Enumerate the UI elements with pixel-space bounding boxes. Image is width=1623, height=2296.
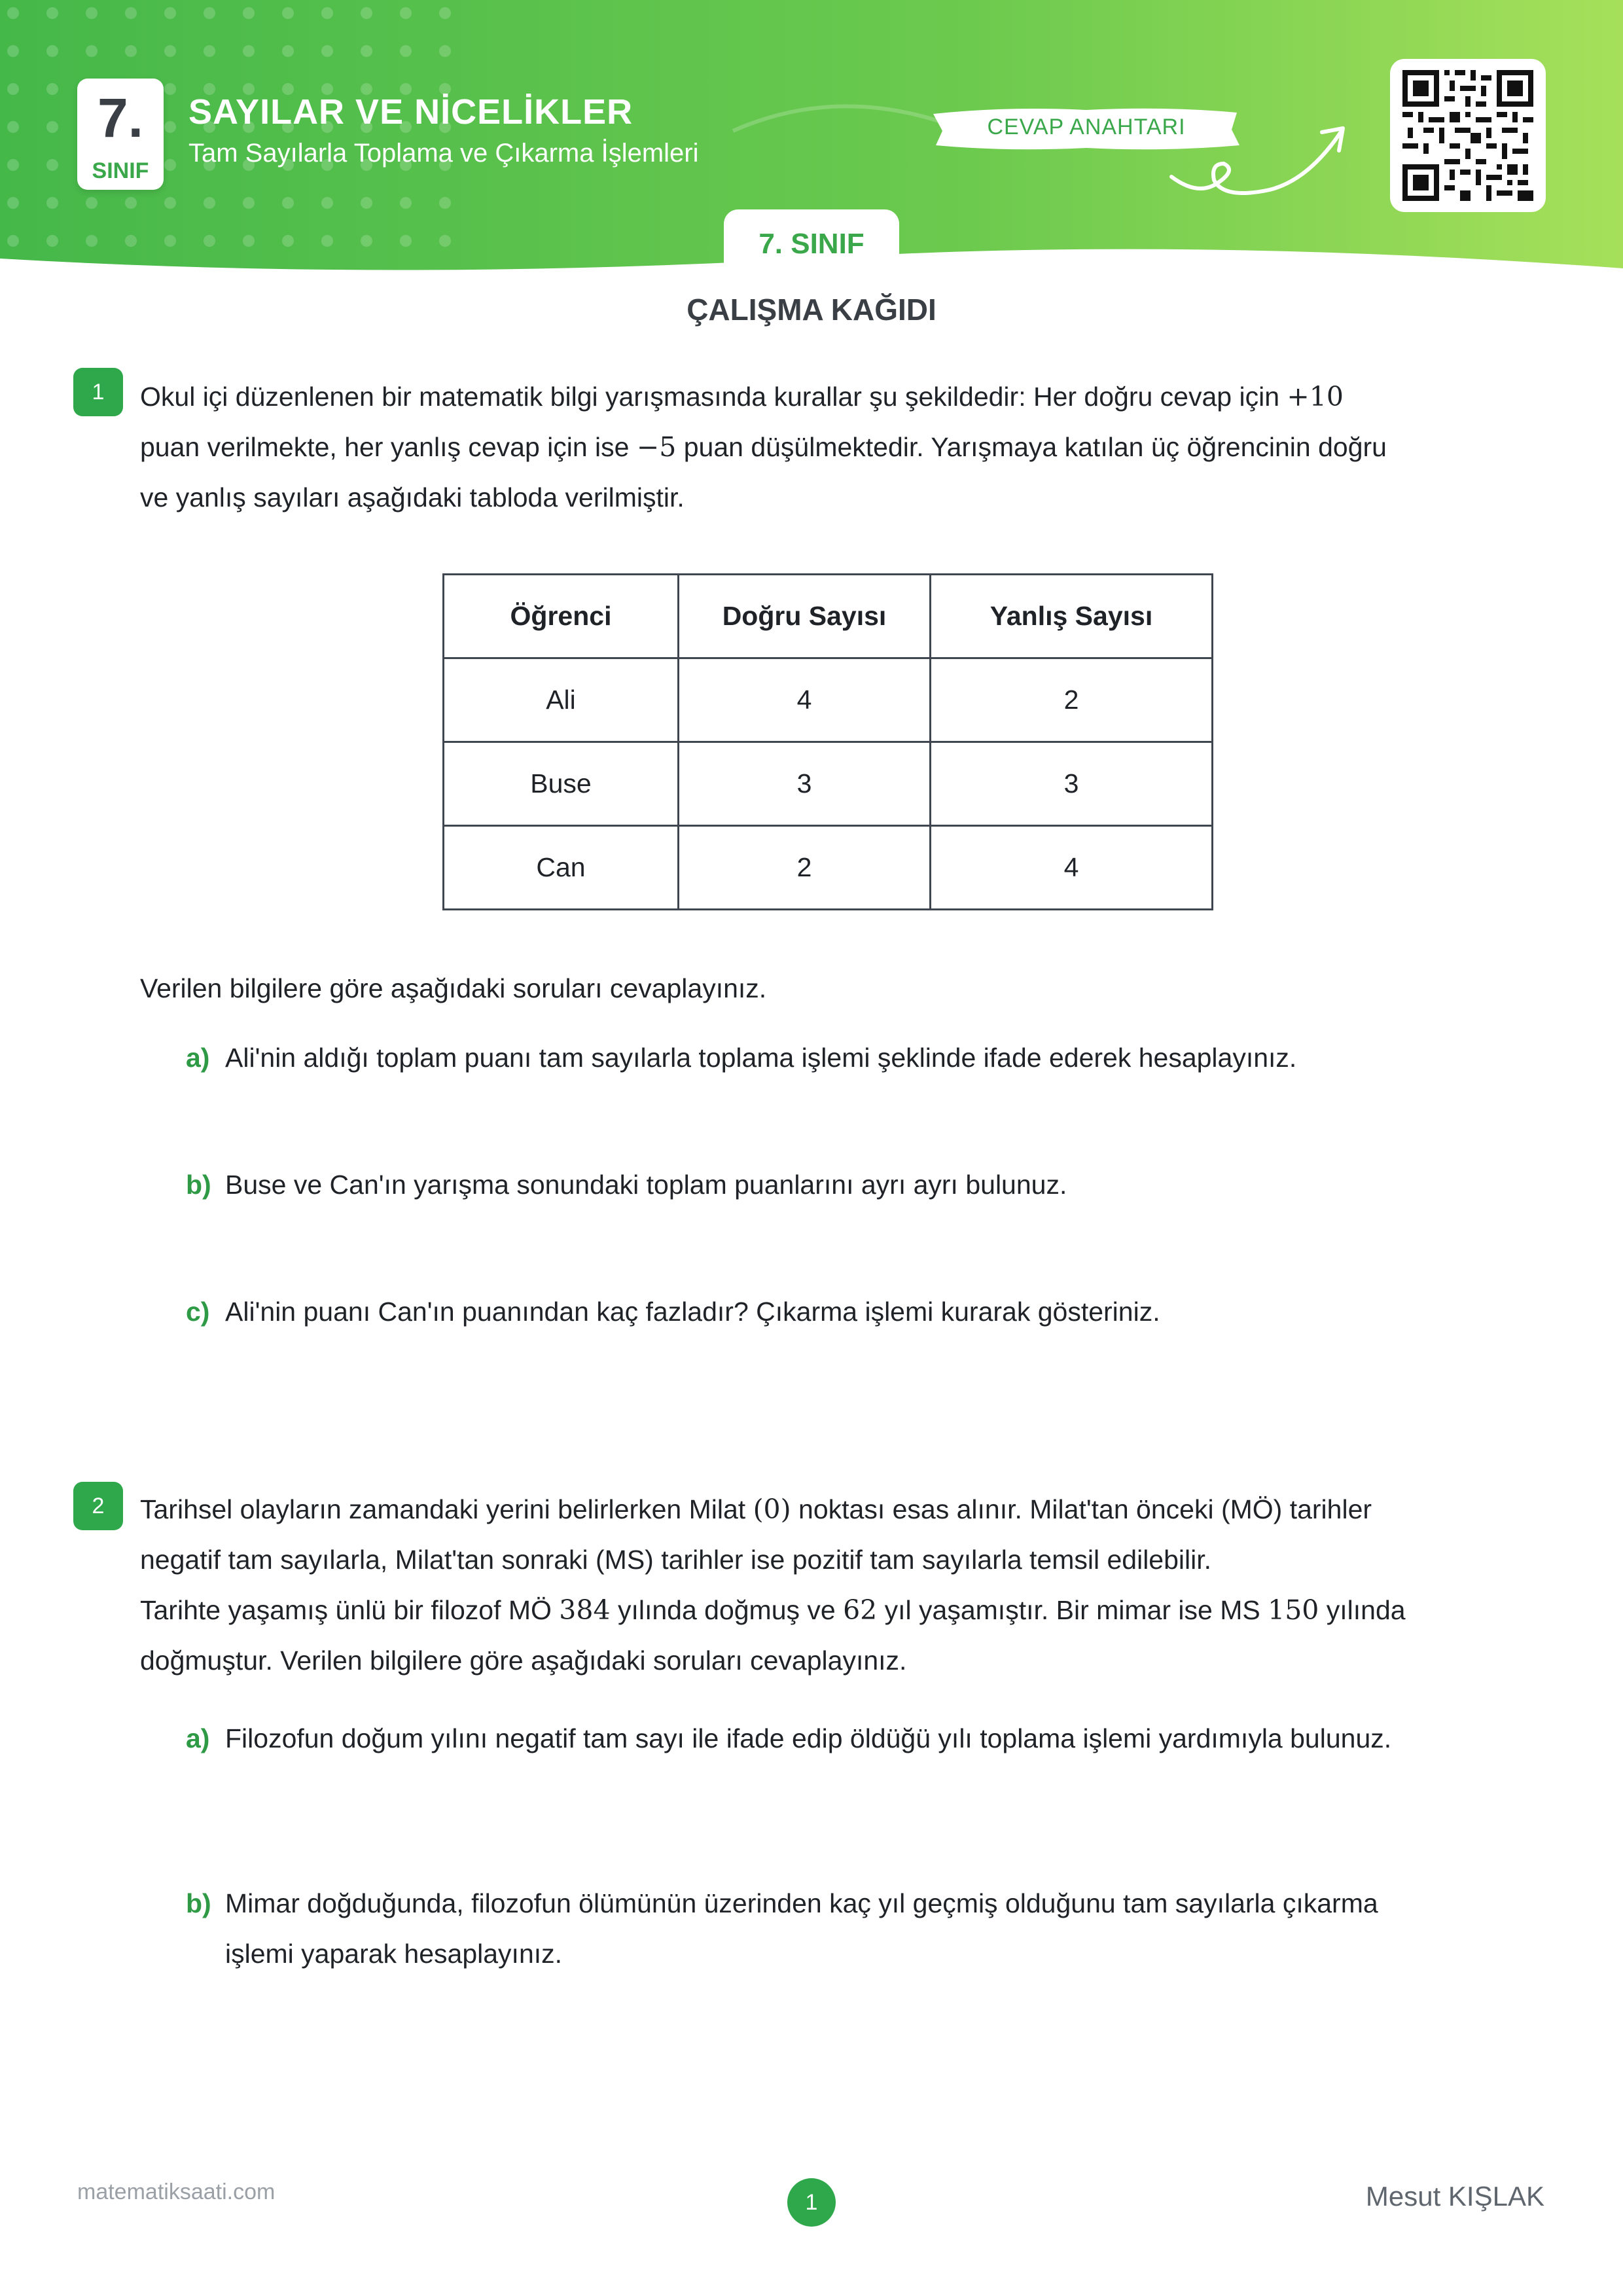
qr-code[interactable]	[1390, 59, 1546, 212]
q2-year-150: 150	[1268, 1594, 1319, 1626]
subquestion-label: a)	[186, 1723, 210, 1753]
footer-website-link[interactable]: matematiksaati.com	[77, 2179, 276, 2204]
table-cell: 4	[679, 658, 931, 742]
table-cell: 3	[931, 742, 1213, 826]
table-cell: Can	[444, 826, 679, 910]
q2-line3-a: Tarihte yaşamış ünlü bir filozof MÖ	[140, 1595, 560, 1625]
table-header: Yanlış Sayısı	[931, 575, 1213, 658]
question-2-text	[140, 1484, 1541, 1686]
table-row	[444, 742, 1213, 826]
grade-number: 7.	[97, 87, 144, 149]
q2-line1-end: noktası esas alınır. Milat'tan önceki (MÖ) tarihler	[791, 1494, 1372, 1524]
table-row	[444, 658, 1213, 742]
grade-badge	[77, 79, 164, 190]
grade-tab-label: 7. SINIF	[758, 228, 865, 260]
subquestion-line: Mimar doğduğunda, filozofun ölümünün üzerinden kaç yıl geçmiş olduğunu tam sayılarla çıkarma	[225, 1888, 1378, 1918]
q1-line1: Okul içi düzenlenen bir matematik bilgi yarışmasında kurallar şu şekildedir: Her doğru cevap için	[140, 382, 1287, 412]
subquestion-label: b)	[186, 1888, 211, 1918]
q1-plus-ten: +10	[1287, 381, 1344, 412]
question-2-number: 2	[73, 1482, 123, 1530]
table-row	[444, 826, 1213, 910]
question-1-number: 1	[73, 368, 123, 416]
subquestion-label: b)	[186, 1170, 211, 1200]
table-header: Öğrenci	[444, 575, 679, 658]
table-cell: Buse	[444, 742, 679, 826]
subquestion-text: Filozofun doğum yılını negatif tam sayı ile ifade edip öldüğü yılı toplama işlemi yardımıyla bulunuz.	[225, 1723, 1392, 1753]
subquestion-text: Ali'nin aldığı toplam puanı tam sayılarla toplama işlemi şeklinde ifade ederek hesaplayınız.	[225, 1043, 1297, 1073]
subquestion-label: c)	[186, 1297, 210, 1327]
table-cell: 4	[931, 826, 1213, 910]
table-cell: 3	[679, 742, 931, 826]
table-cell: Ali	[444, 658, 679, 742]
page-number: 1	[787, 2178, 836, 2227]
q2-line3-c: yıl yaşamıştır. Bir mimar ise MS	[877, 1595, 1268, 1625]
question-1-instruction: Verilen bilgilere göre aşağıdaki soruları cevaplayınız.	[140, 973, 767, 1003]
q2-line3-d: yılında	[1319, 1595, 1406, 1625]
q2-line1-start: Tarihsel olayların zamandaki yerini belirlerken Milat	[140, 1494, 753, 1524]
q2-milat-zero: (0)	[753, 1494, 791, 1525]
question-1-text	[140, 372, 1541, 523]
grade-tab	[724, 209, 899, 268]
q1-line2-end: puan düşülmektedir. Yarışmaya katılan üç öğrencinin doğru	[676, 432, 1387, 462]
table-header-row	[444, 575, 1213, 658]
curly-arrow-icon	[1158, 118, 1355, 203]
scores-table	[442, 573, 1213, 910]
q1-minus-five: −5	[636, 431, 677, 463]
q1-line2-start: puan verilmekte, her yanlış cevap için ise	[140, 432, 637, 462]
q1-line3: ve yanlış sayıları aşağıdaki tabloda verilmiştir.	[140, 482, 685, 512]
q2-line4: doğmuştur. Verilen bilgilere göre aşağıdaki soruları cevaplayınız.	[140, 1645, 907, 1676]
table-header: Doğru Sayısı	[679, 575, 931, 658]
header-title: SAYILAR VE NİCELİKLER	[188, 92, 633, 132]
footer-author: Mesut KIŞLAK	[1365, 2181, 1544, 2212]
subquestion-text: Ali'nin puanı Can'ın puanından kaç fazladır? Çıkarma işlemi kurarak gösteriniz.	[225, 1297, 1160, 1327]
q2-year-384: 384	[559, 1594, 611, 1626]
header-subtitle: Tam Sayılarla Toplama ve Çıkarma İşlemleri	[188, 139, 699, 168]
table-cell: 2	[931, 658, 1213, 742]
qr-code-icon	[1402, 70, 1533, 201]
q2-line3-b: yılında doğmuş ve	[610, 1595, 844, 1625]
document-title: ÇALIŞMA KAĞIDI	[687, 293, 936, 327]
subquestion-text	[225, 1878, 1554, 1979]
subquestion-line: işlemi yaparak hesaplayınız.	[225, 1939, 563, 1969]
table-cell: 2	[679, 826, 931, 910]
q2-line2: negatif tam sayılarla, Milat'tan sonraki (MS) tarihler ise pozitif tam sayılarla temsil edilebilir.	[140, 1545, 1212, 1575]
subquestion-label: a)	[186, 1043, 210, 1073]
q2-years-62: 62	[843, 1594, 878, 1626]
answer-key-link[interactable]: CEVAP ANAHTARI	[987, 115, 1186, 139]
subquestion-text: Buse ve Can'ın yarışma sonundaki toplam puanlarını ayrı ayrı bulunuz.	[225, 1170, 1067, 1200]
grade-label: SINIF	[92, 158, 149, 183]
